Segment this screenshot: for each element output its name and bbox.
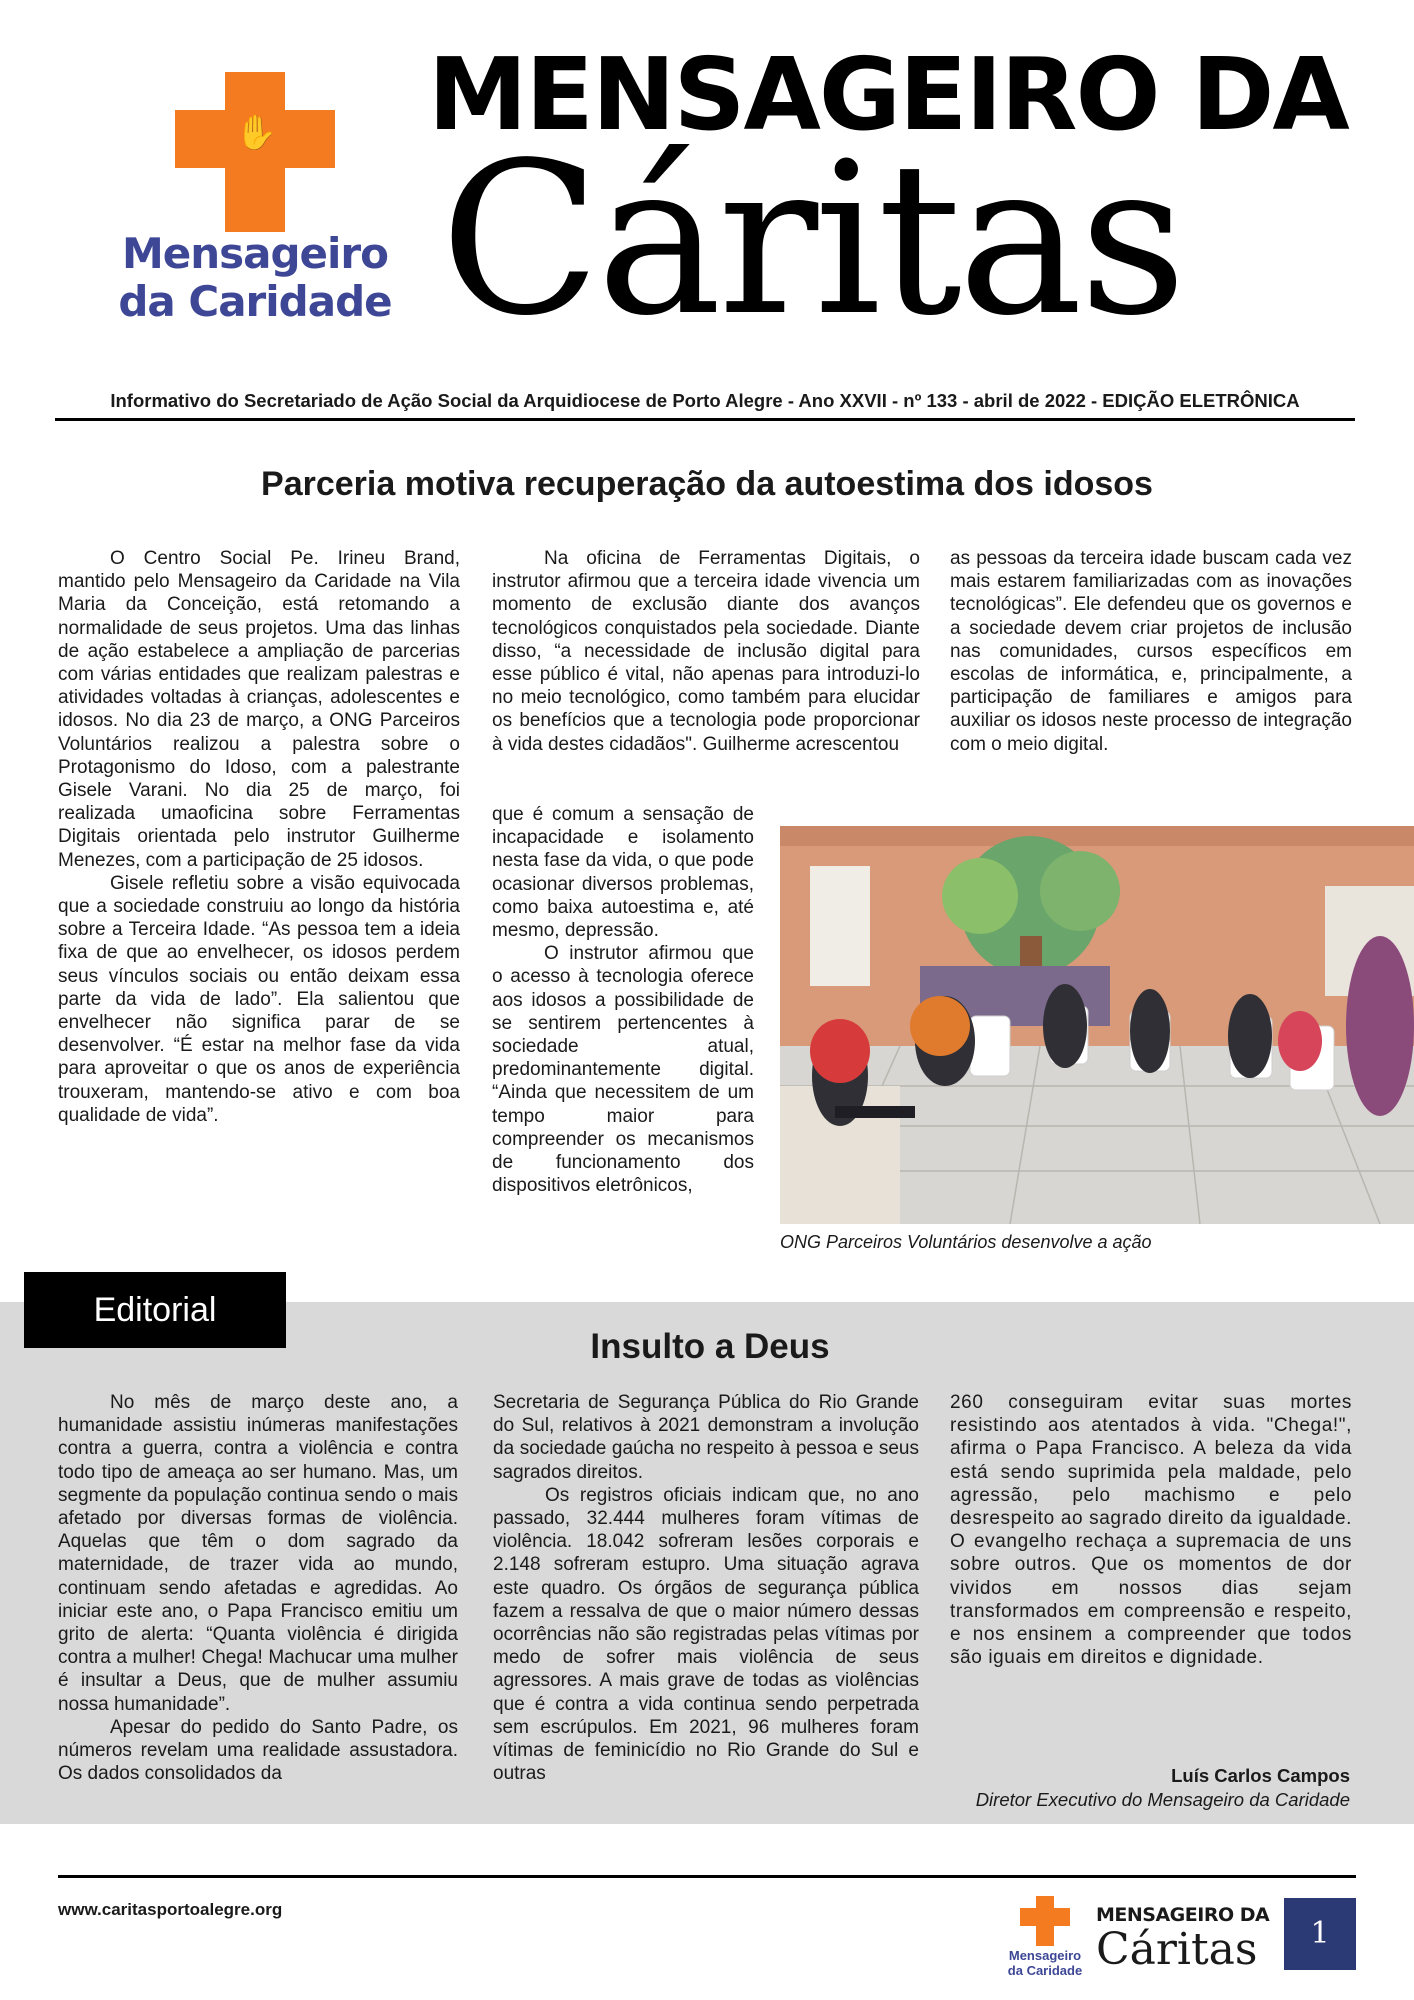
masthead-title-main: Cáritas: [440, 117, 1183, 362]
article-col2-paragraph-1: Na oficina de Ferramentas Digitais, o instrutor afirmou que a terceira idade vivencia um momento de exclusão diante dos avanços tecnológicos conquistados pela sociedade. Diante disso, “a necessidade de inclusão digital para esse público é vital, não apenas para introduzi-lo no meio tecnológico, como também para elucidar os benefícios que a tecnologia pode proporcionar à vida destes cidadãos". Guilherme acrescentou: [492, 548, 920, 755]
editorial-title: Insulto a Deus: [590, 1327, 830, 1366]
masthead-info-line: Informativo do Secretariado de Ação Social da Arquidiocese de Porto Alegre - Ano XXVII - nº 133 - abril de 2022 - EDIÇÃO ELETRÔNICA: [55, 384, 1355, 421]
editorial-tab-label: Editorial: [24, 1272, 286, 1348]
editorial-col2-paragraph-2: Os registros oficiais indicam que, no ano passado, 32.444 mulheres foram vítimas de violência. 18.042 sofreram lesões corporais e 2.148 sofreram estupro. Uma situação agrava este quadro. Os órgãos de segurança pública fazem a ressalva de que o maior número dessas ocorrências não são registradas pelas vítimas por medo de sofrer mais violência de seus agressores. A mais grave de todas as violências que é contra a vida continua sendo perpetrada sem escrúpulos. Em 2021, 96 mulheres foram vítimas de feminicídio no Rio Grande do Sul e outras: [493, 1484, 919, 1785]
editorial-column-2: [493, 1391, 919, 1785]
article-col1-paragraph-1: O Centro Social Pe. Irineu Brand, mantido pelo Mensageiro da Caridade na Vila Maria da Conceição, está retomando a normalidade de seus projetos. Uma das linhas de ação estabelece a ampliação de parcerias com várias entidades que realizam palestras e atividades voltadas à crianças, adolescentes e idosos. No dia 23 de março, a ONG Parceiros Voluntários realizou a palestra sobre o Protagonismo do Idoso, com a palestrante Gisele Varani. No dia 25 de março, foi realizada umaoficina sobre Ferramentas Digitais orientada pelo instrutor Guilherme Menezes, com a participação de 25 idosos.: [58, 548, 460, 871]
article-col2-paragraph-2: que é comum a sensação de incapacidade e isolamento nesta fase da vida, o que pode ocasionar diversos problemas, como baixa autoestima e, até mesmo, depressão.: [492, 804, 754, 942]
editorial-col1-paragraph-2: Apesar do pedido do Santo Padre, os números revelam uma realidade assustadora. Os dados consolidados da: [58, 1716, 458, 1785]
footer-url[interactable]: www.caritasportoalegre.org: [58, 1900, 283, 1919]
article-col3-paragraph: as pessoas da terceira idade buscam cada vez mais estarem familiarizadas com as inovações tecnológicas”. Ele defendeu que os governos e a sociedade devem criar projetos de inclusão nas comunidades, cursos específicos em escolas de informática, e, principalmente, a participação de familiares e amigos para auxiliar os idosos neste processo de integração com o meio digital.: [950, 548, 1352, 755]
editorial-column-1: [58, 1391, 458, 1785]
masthead-title-top: MENSAGEIRO DA: [428, 36, 1348, 153]
editorial-col2-paragraph-1: Secretaria de Segurança Pública do Rio Grande do Sul, relativos à 2021 demonstram a involução da sociedade gaúcha no respeito à pessoa e seus sagrados direitos.: [493, 1392, 919, 1483]
editorial-signature: [930, 1764, 1350, 1812]
article-headline: Parceria motiva recuperação da autoestima dos idosos: [261, 465, 1153, 503]
page-number-badge: 1: [1284, 1898, 1356, 1970]
footer-mini-logo: [1000, 1896, 1090, 1986]
article-column-2-top: [492, 547, 920, 756]
footer-mini-title: [1096, 1904, 1286, 1974]
photo-caption: ONG Parceiros Voluntários desenvolve a ação: [780, 1232, 1152, 1252]
article-column-3: [950, 547, 1352, 756]
footer-divider: [58, 1875, 1356, 1878]
article-col1-paragraph-2: Gisele refletiu sobre a visão equivocada que a sociedade construiu ao longo da história sobre a Terceira Idade. “As pessoa tem a ideia fixa de que ao envelhecer, os idosos perdem seus vínculos sociais ou então deixam essa parte da vida de lado”. Ela salientou que envelhecer não significa parar de se desenvolver. “É estar na melhor fase da vida para aproveitar o que os anos de experiência trouxeram, mantendo-se ativo e com boa qualidade de vida”.: [58, 872, 460, 1126]
article-col2-paragraph-3: O instrutor afirmou que o acesso à tecnologia oferece aos idosos a possibilidade de se sentirem pertencentes à sociedade atual, predominantemente digital. “Ainda que necessitem de um tempo maior para compreender os mecanismos de funcionamento dos dispositivos eletrônicos,: [492, 943, 754, 1197]
article-column-1: [58, 547, 460, 1127]
mini-logo-line1: Mensageiro: [1008, 1948, 1082, 1963]
author-role: Diretor Executivo do Mensageiro da Caridade: [975, 1789, 1350, 1810]
mini-title-main: Cáritas: [1096, 1924, 1258, 1975]
article-photo: [780, 826, 1414, 1224]
logo-line1: Mensageiro: [121, 229, 389, 278]
editorial-col1-paragraph-1: No mês de março deste ano, a humanidade assistiu inúmeras manifestações contra a guerra, contra a violência e contra todo tipo de ameaça ao ser humano. Mas, um segmente da população continua sendo o mais afetado por diversas formas de violência. Aquelas que têm o dom sagrado da maternidade, de trazer vida ao mundo, continuam sendo afetadas e agredidas. Ao iniciar este ano, o Papa Francisco emitiu um grito de alerta: “Quanta violência é dirigida contra a mulher! Chega! Machucar uma mulher é insultar a Deus, que de mulher assumiu nossa humanidade”.: [58, 1392, 458, 1715]
article-column-2-narrow: [492, 803, 754, 1197]
hands-cross-icon: ✋: [235, 114, 278, 152]
mini-logo-line2: da Caridade: [1007, 1963, 1083, 1978]
logo-line2: da Caridade: [118, 277, 392, 326]
mini-cross-bar: [1020, 1908, 1070, 1926]
editorial-column-3: [950, 1391, 1352, 1669]
editorial-col3-paragraph: 260 conseguiram evitar suas mortes resistindo aos atentados à vida. "Chega!", afirma o Papa Francisco. A beleza da vida está sendo suprimida pela maldade, pelo agressão, pelo machismo e pelo desrespeito ao sagrado direito da igualdade. O evangelho rechaça a supremacia de uns sobre outros. Que os momentos de dor vividos em nossos dias sejam transformados em compreensão e respeito, e nos ensinem a compreender que todos são iguais em direitos e dignidade.: [950, 1392, 1352, 1669]
mensageiro-logo: [115, 72, 395, 342]
mini-title-top: MENSAGEIRO DA: [1096, 1904, 1270, 1926]
classroom-photo-illustration: [780, 826, 1414, 1224]
author-name: Luís Carlos Campos: [1171, 1765, 1350, 1786]
